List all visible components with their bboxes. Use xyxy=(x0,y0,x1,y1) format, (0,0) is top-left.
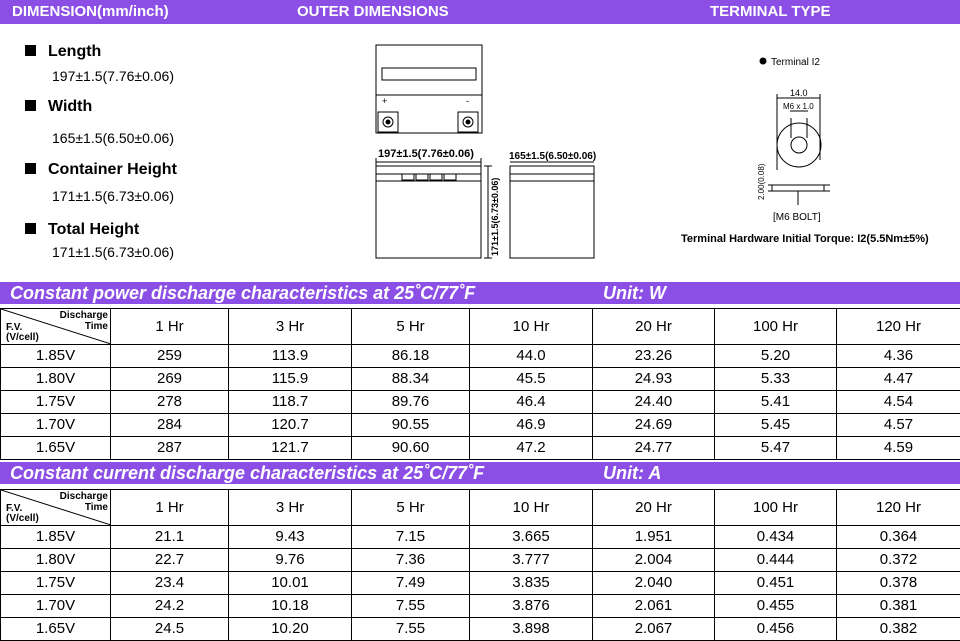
power-table-title: Constant power discharge characteristics at 25˚C/77˚F xyxy=(10,283,475,304)
table-cell: 4.59 xyxy=(837,437,960,460)
outer-dimensions-drawing xyxy=(0,0,960,272)
column-header: 5 Hr xyxy=(352,490,470,526)
table-cell: 23.26 xyxy=(593,345,715,368)
table-cell: 7.15 xyxy=(352,526,470,549)
table-cell: 5.33 xyxy=(715,368,837,391)
column-header: 120 Hr xyxy=(837,490,960,526)
table-cell: 5.41 xyxy=(715,391,837,414)
table-cell: 88.34 xyxy=(352,368,470,391)
dimension-value-width: 165±1.5(6.50±0.06) xyxy=(52,130,174,146)
power-discharge-table xyxy=(0,308,960,460)
table-cell: 24.93 xyxy=(593,368,715,391)
dimension-label-width: Width xyxy=(25,98,92,116)
terminal-torque: Terminal Hardware Initial Torque: I2(5.5Nm±5%) xyxy=(681,233,929,245)
column-header: 3 Hr xyxy=(229,490,352,526)
table-row xyxy=(1,368,960,391)
table-cell: 287 xyxy=(111,437,229,460)
table-cell: 9.76 xyxy=(229,549,352,572)
table-row xyxy=(1,549,960,572)
table-cell: 284 xyxy=(111,414,229,437)
table-cell: 3.835 xyxy=(470,572,593,595)
corner-discharge-time: Discharge Time xyxy=(44,310,108,332)
table-cell: 10.20 xyxy=(229,618,352,641)
battery-top-view xyxy=(376,45,482,133)
table-cell: 120.7 xyxy=(229,414,352,437)
height-label: 171±1.5(6.73±0.06) xyxy=(490,178,500,256)
side-width-label: 165±1.5(6.50±0.06) xyxy=(509,151,596,162)
table-cell: 269 xyxy=(111,368,229,391)
table-row xyxy=(1,414,960,437)
table-cell: 24.69 xyxy=(593,414,715,437)
table-cell: 46.9 xyxy=(470,414,593,437)
dimension-title: DIMENSION(mm/inch) xyxy=(12,3,169,20)
table-row xyxy=(1,618,960,641)
table-cell: 90.55 xyxy=(352,414,470,437)
table-cell: 0.444 xyxy=(715,549,837,572)
table-cell: 259 xyxy=(111,345,229,368)
column-header: 5 Hr xyxy=(352,309,470,345)
table-row xyxy=(1,595,960,618)
table-header-row xyxy=(1,309,960,345)
table-cell: 115.9 xyxy=(229,368,352,391)
table-cell: 0.456 xyxy=(715,618,837,641)
current-table-title: Constant current discharge characteristics at 25˚C/77˚F xyxy=(10,463,484,484)
table-cell: 10.01 xyxy=(229,572,352,595)
dimension-label-total-height: Total Height xyxy=(25,221,139,239)
table-cell: 4.54 xyxy=(837,391,960,414)
table-cell: 24.77 xyxy=(593,437,715,460)
table-cell: 4.57 xyxy=(837,414,960,437)
front-width-label: 197±1.5(7.76±0.06) xyxy=(378,148,474,160)
terminal-dim-14: 14.0 xyxy=(790,88,808,98)
table-row xyxy=(1,526,960,549)
table-corner-cell xyxy=(1,490,111,526)
terminal-type-title: TERMINAL TYPE xyxy=(710,3,831,20)
column-header: 1 Hr xyxy=(111,490,229,526)
table-cell: 24.5 xyxy=(111,618,229,641)
table-cell: 0.451 xyxy=(715,572,837,595)
table-cell: 7.36 xyxy=(352,549,470,572)
corner-fv: F.V. (V/cell) xyxy=(6,323,50,343)
current-discharge-table xyxy=(0,489,960,641)
table-cell: 2.040 xyxy=(593,572,715,595)
power-table-title-bar xyxy=(0,282,960,304)
column-header: 1 Hr xyxy=(111,309,229,345)
terminal-dim-2: 2.00(0.08) xyxy=(757,163,766,200)
table-cell: 9.43 xyxy=(229,526,352,549)
table-cell: 5.47 xyxy=(715,437,837,460)
table-cell: 3.665 xyxy=(470,526,593,549)
row-fv: 1.80V xyxy=(1,549,111,572)
table-corner-cell xyxy=(1,309,111,345)
table-cell: 24.2 xyxy=(111,595,229,618)
svg-text:-: - xyxy=(466,96,469,106)
terminal-name: Terminal I2 xyxy=(771,57,820,68)
table-cell: 7.55 xyxy=(352,595,470,618)
battery-side-view xyxy=(510,162,594,258)
terminal-drawing xyxy=(760,58,830,205)
table-cell: 4.36 xyxy=(837,345,960,368)
row-fv: 1.85V xyxy=(1,345,111,368)
table-row xyxy=(1,345,960,368)
table-cell: 0.378 xyxy=(837,572,960,595)
table-cell: 0.455 xyxy=(715,595,837,618)
column-header: 100 Hr xyxy=(715,490,837,526)
table-cell: 23.4 xyxy=(111,572,229,595)
table-cell: 46.4 xyxy=(470,391,593,414)
dimension-label-container-height: Container Height xyxy=(25,161,177,179)
row-fv: 1.75V xyxy=(1,572,111,595)
table-cell: 0.381 xyxy=(837,595,960,618)
table-cell: 24.40 xyxy=(593,391,715,414)
table-cell: 10.18 xyxy=(229,595,352,618)
table-cell: 118.7 xyxy=(229,391,352,414)
table-cell: 3.777 xyxy=(470,549,593,572)
column-header: 120 Hr xyxy=(837,309,960,345)
table-cell: 0.372 xyxy=(837,549,960,572)
table-cell: 86.18 xyxy=(352,345,470,368)
table-cell: 0.434 xyxy=(715,526,837,549)
battery-front-view xyxy=(376,158,492,258)
table-cell: 278 xyxy=(111,391,229,414)
dimension-label-length: Length xyxy=(25,43,101,61)
column-header: 100 Hr xyxy=(715,309,837,345)
dimension-value-length: 197±1.5(7.76±0.06) xyxy=(52,68,174,84)
row-fv: 1.65V xyxy=(1,437,111,460)
row-fv: 1.85V xyxy=(1,526,111,549)
table-cell: 2.004 xyxy=(593,549,715,572)
table-cell: 89.76 xyxy=(352,391,470,414)
table-cell: 47.2 xyxy=(470,437,593,460)
row-fv: 1.70V xyxy=(1,595,111,618)
table-cell: 121.7 xyxy=(229,437,352,460)
column-header: 20 Hr xyxy=(593,309,715,345)
row-fv: 1.70V xyxy=(1,414,111,437)
table-row xyxy=(1,572,960,595)
table-cell: 22.7 xyxy=(111,549,229,572)
current-table-unit: Unit: A xyxy=(603,463,661,484)
dimension-value-total-height: 171±1.5(6.73±0.06) xyxy=(52,244,174,260)
column-header: 10 Hr xyxy=(470,490,593,526)
table-cell: 3.876 xyxy=(470,595,593,618)
terminal-dim-m6: M6 x 1.0 xyxy=(783,102,814,111)
svg-text:+: + xyxy=(382,96,387,106)
outer-dimensions-title: OUTER DIMENSIONS xyxy=(297,3,449,20)
table-cell: 45.5 xyxy=(470,368,593,391)
table-cell: 21.1 xyxy=(111,526,229,549)
column-header: 3 Hr xyxy=(229,309,352,345)
table-cell: 7.55 xyxy=(352,618,470,641)
table-cell: 2.067 xyxy=(593,618,715,641)
dimension-value-container-height: 171±1.5(6.73±0.06) xyxy=(52,188,174,204)
table-cell: 44.0 xyxy=(470,345,593,368)
table-header-row xyxy=(1,490,960,526)
table-cell: 5.20 xyxy=(715,345,837,368)
table-cell: 90.60 xyxy=(352,437,470,460)
table-cell: 5.45 xyxy=(715,414,837,437)
table-cell: 113.9 xyxy=(229,345,352,368)
corner-discharge-time: Discharge Time xyxy=(44,491,108,513)
table-cell: 0.364 xyxy=(837,526,960,549)
table-row xyxy=(1,391,960,414)
current-table-title-bar xyxy=(0,462,960,484)
corner-fv: F.V. (V/cell) xyxy=(6,504,50,524)
table-cell: 0.382 xyxy=(837,618,960,641)
row-fv: 1.75V xyxy=(1,391,111,414)
terminal-bolt-label: [M6 BOLT] xyxy=(773,212,821,223)
table-cell: 3.898 xyxy=(470,618,593,641)
table-cell: 2.061 xyxy=(593,595,715,618)
table-cell: 1.951 xyxy=(593,526,715,549)
table-cell: 4.47 xyxy=(837,368,960,391)
column-header: 20 Hr xyxy=(593,490,715,526)
table-row xyxy=(1,437,960,460)
table-cell: 7.49 xyxy=(352,572,470,595)
column-header: 10 Hr xyxy=(470,309,593,345)
power-table-unit: Unit: W xyxy=(603,283,666,304)
row-fv: 1.80V xyxy=(1,368,111,391)
row-fv: 1.65V xyxy=(1,618,111,641)
